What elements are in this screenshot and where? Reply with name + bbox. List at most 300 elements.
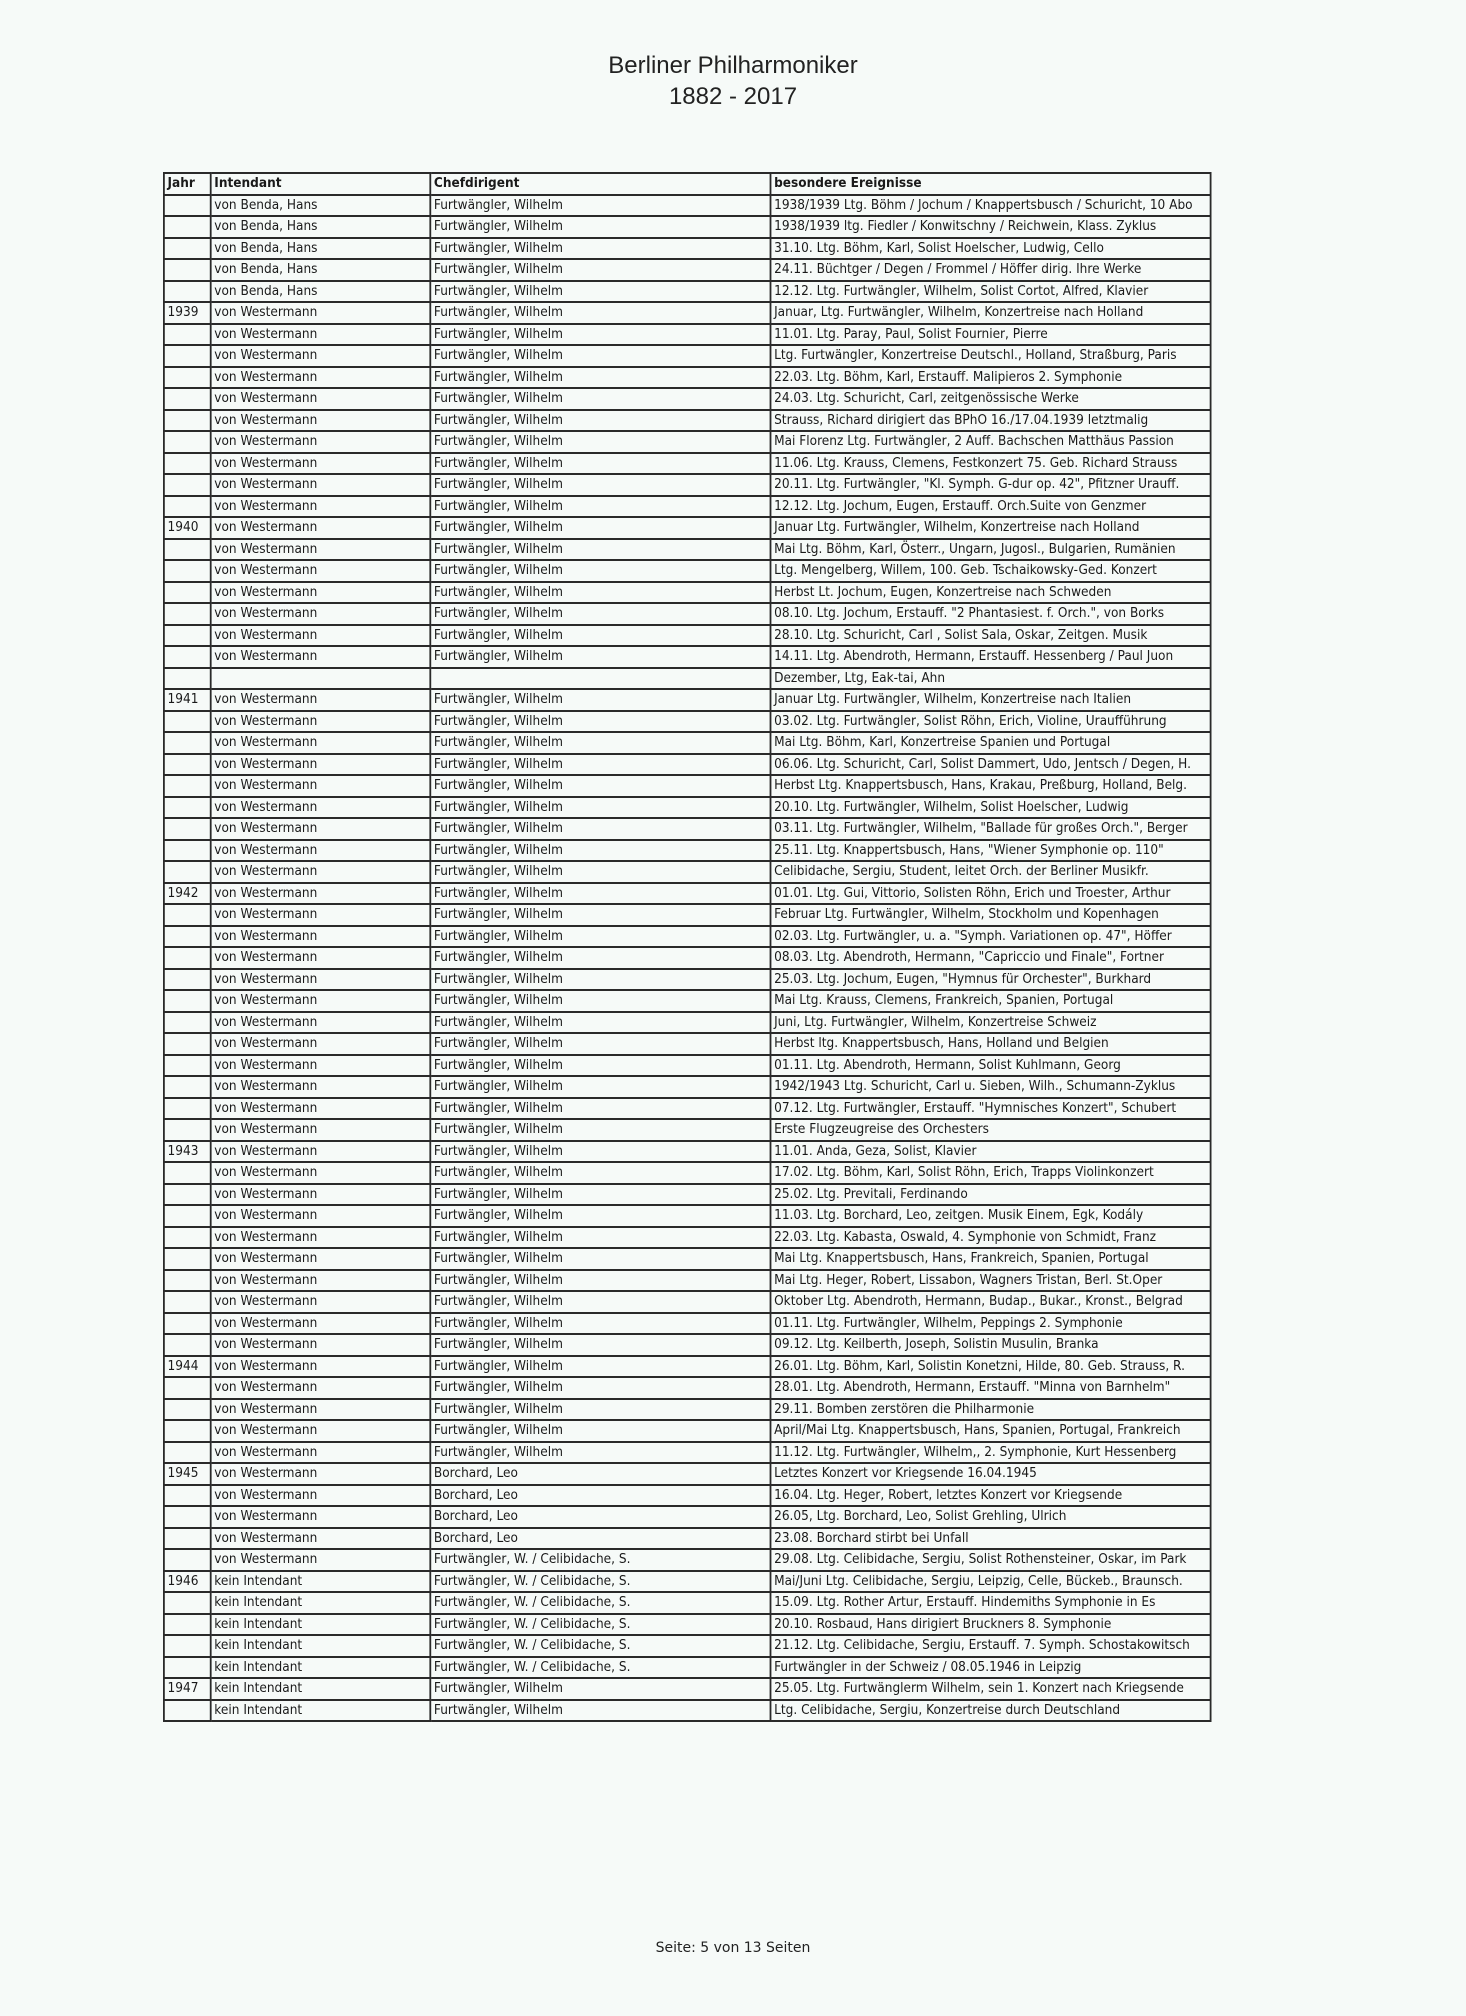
cell-intendant: von Westermann bbox=[211, 1334, 431, 1356]
cell-chefdirigent: Furtwängler, Wilhelm bbox=[430, 969, 770, 991]
cell-chefdirigent: Furtwängler, W. / Celibidache, S. bbox=[430, 1571, 770, 1593]
cell-intendant: von Westermann bbox=[211, 1141, 431, 1163]
cell-ereignis: Ltg. Mengelberg, Willem, 100. Geb. Tschaikowsky-Ged. Konzert bbox=[771, 560, 1211, 582]
cell-intendant: von Westermann bbox=[211, 431, 431, 453]
cell-intendant: von Westermann bbox=[211, 345, 431, 367]
cell-ereignis: 25.05. Ltg. Furtwänglerm Wilhelm, sein 1. Konzert nach Kriegsende bbox=[771, 1678, 1211, 1700]
cell-jahr bbox=[164, 1291, 211, 1313]
table-row bbox=[164, 646, 1211, 668]
cell-intendant: von Westermann bbox=[211, 840, 431, 862]
table-row bbox=[164, 1700, 1211, 1722]
table-row bbox=[164, 517, 1211, 539]
cell-jahr bbox=[164, 775, 211, 797]
cell-ereignis: 03.02. Ltg. Furtwängler, Solist Röhn, Erich, Violine, Uraufführung bbox=[771, 711, 1211, 733]
cell-chefdirigent: Furtwängler, Wilhelm bbox=[430, 840, 770, 862]
cell-jahr bbox=[164, 388, 211, 410]
cell-jahr bbox=[164, 1313, 211, 1335]
cell-jahr bbox=[164, 1506, 211, 1528]
cell-jahr bbox=[164, 259, 211, 281]
cell-chefdirigent: Furtwängler, Wilhelm bbox=[430, 603, 770, 625]
table-row bbox=[164, 1506, 1211, 1528]
table-row bbox=[164, 1678, 1211, 1700]
cell-chefdirigent: Furtwängler, Wilhelm bbox=[430, 1076, 770, 1098]
cell-jahr bbox=[164, 926, 211, 948]
table-row bbox=[164, 302, 1211, 324]
cell-chefdirigent bbox=[430, 668, 770, 690]
cell-intendant: von Westermann bbox=[211, 1506, 431, 1528]
cell-intendant: von Westermann bbox=[211, 1313, 431, 1335]
cell-jahr bbox=[164, 410, 211, 432]
cell-ereignis: 24.11. Büchtger / Degen / Frommel / Höffer dirig. Ihre Werke bbox=[771, 259, 1211, 281]
cell-ereignis: Letztes Konzert vor Kriegsende 16.04.1945 bbox=[771, 1463, 1211, 1485]
table-row bbox=[164, 1442, 1211, 1464]
cell-intendant: von Westermann bbox=[211, 818, 431, 840]
cell-ereignis: 23.08. Borchard stirbt bei Unfall bbox=[771, 1528, 1211, 1550]
cell-ereignis: Dezember, Ltg, Eak-tai, Ahn bbox=[771, 668, 1211, 690]
cell-chefdirigent: Furtwängler, Wilhelm bbox=[430, 1270, 770, 1292]
table-row bbox=[164, 1313, 1211, 1335]
cell-ereignis: Mai/Juni Ltg. Celibidache, Sergiu, Leipzig, Celle, Bückeb., Braunsch. bbox=[771, 1571, 1211, 1593]
cell-intendant: von Westermann bbox=[211, 603, 431, 625]
cell-jahr bbox=[164, 582, 211, 604]
cell-chefdirigent: Furtwängler, Wilhelm bbox=[430, 646, 770, 668]
cell-jahr bbox=[164, 1442, 211, 1464]
cell-intendant: von Benda, Hans bbox=[211, 216, 431, 238]
table-row bbox=[164, 1592, 1211, 1614]
cell-intendant: von Benda, Hans bbox=[211, 281, 431, 303]
table-row bbox=[164, 797, 1211, 819]
cell-ereignis: 11.01. Ltg. Paray, Paul, Solist Fournier, Pierre bbox=[771, 324, 1211, 346]
table-row bbox=[164, 1528, 1211, 1550]
header-ereignisse: besondere Ereignisse bbox=[771, 173, 1211, 195]
cell-chefdirigent: Furtwängler, Wilhelm bbox=[430, 517, 770, 539]
table-row bbox=[164, 1635, 1211, 1657]
cell-chefdirigent: Furtwängler, Wilhelm bbox=[430, 1055, 770, 1077]
cell-intendant: kein Intendant bbox=[211, 1635, 431, 1657]
table-row bbox=[164, 1356, 1211, 1378]
cell-intendant: von Westermann bbox=[211, 1162, 431, 1184]
cell-intendant: von Westermann bbox=[211, 1098, 431, 1120]
table-row bbox=[164, 861, 1211, 883]
cell-intendant: von Westermann bbox=[211, 1227, 431, 1249]
cell-intendant: von Westermann bbox=[211, 1291, 431, 1313]
cell-chefdirigent: Furtwängler, Wilhelm bbox=[430, 926, 770, 948]
cell-ereignis: 03.11. Ltg. Furtwängler, Wilhelm, "Ballade für großes Orch.", Berger bbox=[771, 818, 1211, 840]
cell-chefdirigent: Furtwängler, W. / Celibidache, S. bbox=[430, 1657, 770, 1679]
cell-intendant: von Westermann bbox=[211, 904, 431, 926]
table-row bbox=[164, 410, 1211, 432]
cell-ereignis: 26.05, Ltg. Borchard, Leo, Solist Grehling, Ulrich bbox=[771, 1506, 1211, 1528]
table-row bbox=[164, 840, 1211, 862]
cell-chefdirigent: Furtwängler, Wilhelm bbox=[430, 1377, 770, 1399]
cell-jahr bbox=[164, 367, 211, 389]
cell-ereignis: 16.04. Ltg. Heger, Robert, letztes Konzert vor Kriegsende bbox=[771, 1485, 1211, 1507]
table-row bbox=[164, 238, 1211, 260]
cell-chefdirigent: Furtwängler, Wilhelm bbox=[430, 1313, 770, 1335]
cell-chefdirigent: Furtwängler, Wilhelm bbox=[430, 1442, 770, 1464]
cell-intendant: von Westermann bbox=[211, 1270, 431, 1292]
cell-chefdirigent: Furtwängler, Wilhelm bbox=[430, 754, 770, 776]
table-row bbox=[164, 1076, 1211, 1098]
table-row bbox=[164, 1055, 1211, 1077]
table-row bbox=[164, 603, 1211, 625]
header-intendant: Intendant bbox=[211, 173, 431, 195]
cell-intendant: kein Intendant bbox=[211, 1657, 431, 1679]
cell-jahr bbox=[164, 969, 211, 991]
cell-jahr bbox=[164, 560, 211, 582]
cell-chefdirigent: Furtwängler, Wilhelm bbox=[430, 195, 770, 217]
cell-jahr bbox=[164, 646, 211, 668]
cell-ereignis: 28.01. Ltg. Abendroth, Hermann, Erstauff. "Minna von Barnhelm" bbox=[771, 1377, 1211, 1399]
cell-jahr bbox=[164, 1334, 211, 1356]
cell-chefdirigent: Furtwängler, Wilhelm bbox=[430, 216, 770, 238]
table-row bbox=[164, 1291, 1211, 1313]
table-row bbox=[164, 1098, 1211, 1120]
cell-chefdirigent: Furtwängler, Wilhelm bbox=[430, 1248, 770, 1270]
cell-jahr bbox=[164, 496, 211, 518]
header-jahr: Jahr bbox=[164, 173, 211, 195]
cell-intendant: von Westermann bbox=[211, 711, 431, 733]
cell-jahr bbox=[164, 324, 211, 346]
cell-chefdirigent: Furtwängler, Wilhelm bbox=[430, 1227, 770, 1249]
cell-intendant: von Westermann bbox=[211, 539, 431, 561]
cell-ereignis: Mai Ltg. Knappertsbusch, Hans, Frankreich, Spanien, Portugal bbox=[771, 1248, 1211, 1270]
table-row bbox=[164, 904, 1211, 926]
table-row bbox=[164, 388, 1211, 410]
table-row bbox=[164, 324, 1211, 346]
cell-intendant: von Westermann bbox=[211, 410, 431, 432]
cell-ereignis: Juni, Ltg. Furtwängler, Wilhelm, Konzertreise Schweiz bbox=[771, 1012, 1211, 1034]
cell-jahr bbox=[164, 904, 211, 926]
page-footer: Seite: 5 von 13 Seiten bbox=[655, 1940, 811, 1956]
cell-ereignis: 22.03. Ltg. Böhm, Karl, Erstauff. Malipieros 2. Symphonie bbox=[771, 367, 1211, 389]
cell-intendant: von Westermann bbox=[211, 1248, 431, 1270]
cell-jahr bbox=[164, 754, 211, 776]
cell-ereignis: 25.03. Ltg. Jochum, Eugen, "Hymnus für Orchester", Burkhard bbox=[771, 969, 1211, 991]
cell-chefdirigent: Furtwängler, Wilhelm bbox=[430, 1184, 770, 1206]
table-row bbox=[164, 947, 1211, 969]
cell-chefdirigent: Furtwängler, Wilhelm bbox=[430, 560, 770, 582]
cell-ereignis: 22.03. Ltg. Kabasta, Oswald, 4. Symphonie von Schmidt, Franz bbox=[771, 1227, 1211, 1249]
cell-jahr bbox=[164, 474, 211, 496]
table-row bbox=[164, 1485, 1211, 1507]
table-row bbox=[164, 345, 1211, 367]
table-row bbox=[164, 1162, 1211, 1184]
cell-ereignis: 28.10. Ltg. Schuricht, Carl , Solist Sala, Oskar, Zeitgen. Musik bbox=[771, 625, 1211, 647]
cell-intendant: von Westermann bbox=[211, 1399, 431, 1421]
cell-jahr bbox=[164, 711, 211, 733]
cell-ereignis: 29.08. Ltg. Celibidache, Sergiu, Solist Rothensteiner, Oskar, im Park bbox=[771, 1549, 1211, 1571]
cell-intendant: von Westermann bbox=[211, 1055, 431, 1077]
cell-jahr bbox=[164, 1700, 211, 1722]
cell-intendant: von Westermann bbox=[211, 689, 431, 711]
cell-intendant: von Benda, Hans bbox=[211, 195, 431, 217]
cell-ereignis: Mai Florenz Ltg. Furtwängler, 2 Auff. Bachschen Matthäus Passion bbox=[771, 431, 1211, 453]
cell-jahr bbox=[164, 818, 211, 840]
table-row bbox=[164, 281, 1211, 303]
cell-chefdirigent: Furtwängler, Wilhelm bbox=[430, 345, 770, 367]
document-subtitle: 1882 - 2017 bbox=[668, 83, 798, 110]
cell-intendant: von Benda, Hans bbox=[211, 238, 431, 260]
cell-intendant: von Westermann bbox=[211, 1528, 431, 1550]
table-row bbox=[164, 1033, 1211, 1055]
cell-jahr bbox=[164, 1657, 211, 1679]
cell-ereignis: 02.03. Ltg. Furtwängler, u. a. "Symph. Variationen op. 47", Höffer bbox=[771, 926, 1211, 948]
cell-ereignis: 31.10. Ltg. Böhm, Karl, Solist Hoelscher, Ludwig, Cello bbox=[771, 238, 1211, 260]
cell-intendant: kein Intendant bbox=[211, 1571, 431, 1593]
cell-chefdirigent: Furtwängler, Wilhelm bbox=[430, 1141, 770, 1163]
cell-jahr bbox=[164, 1399, 211, 1421]
cell-jahr bbox=[164, 1592, 211, 1614]
cell-jahr: 1942 bbox=[164, 883, 211, 905]
table-row bbox=[164, 969, 1211, 991]
table-row bbox=[164, 926, 1211, 948]
table-row bbox=[164, 990, 1211, 1012]
cell-chefdirigent: Borchard, Leo bbox=[430, 1528, 770, 1550]
cell-jahr bbox=[164, 238, 211, 260]
cell-jahr bbox=[164, 345, 211, 367]
cell-intendant: von Westermann bbox=[211, 496, 431, 518]
cell-chefdirigent: Furtwängler, Wilhelm bbox=[430, 947, 770, 969]
cell-chefdirigent: Furtwängler, Wilhelm bbox=[430, 625, 770, 647]
table-row bbox=[164, 1141, 1211, 1163]
table-row bbox=[164, 431, 1211, 453]
cell-chefdirigent: Furtwängler, Wilhelm bbox=[430, 1033, 770, 1055]
cell-jahr bbox=[164, 1098, 211, 1120]
cell-jahr bbox=[164, 1076, 211, 1098]
cell-jahr bbox=[164, 1033, 211, 1055]
cell-jahr bbox=[164, 216, 211, 238]
cell-intendant: von Westermann bbox=[211, 861, 431, 883]
cell-intendant: von Westermann bbox=[211, 1119, 431, 1141]
cell-jahr bbox=[164, 1614, 211, 1636]
table-row bbox=[164, 883, 1211, 905]
cell-ereignis: Januar, Ltg. Furtwängler, Wilhelm, Konzertreise nach Holland bbox=[771, 302, 1211, 324]
table-row bbox=[164, 689, 1211, 711]
cell-jahr bbox=[164, 990, 211, 1012]
cell-intendant: von Westermann bbox=[211, 1184, 431, 1206]
cell-jahr bbox=[164, 1227, 211, 1249]
cell-jahr bbox=[164, 539, 211, 561]
table-row bbox=[164, 625, 1211, 647]
cell-chefdirigent: Furtwängler, Wilhelm bbox=[430, 281, 770, 303]
table-row bbox=[164, 1657, 1211, 1679]
table-body bbox=[164, 195, 1211, 1722]
cell-intendant: von Westermann bbox=[211, 1033, 431, 1055]
events-table bbox=[163, 172, 1212, 1722]
cell-chefdirigent: Furtwängler, Wilhelm bbox=[430, 818, 770, 840]
cell-ereignis: 20.10. Rosbaud, Hans dirigiert Bruckners 8. Symphonie bbox=[771, 1614, 1211, 1636]
cell-intendant: von Westermann bbox=[211, 947, 431, 969]
cell-chefdirigent: Furtwängler, Wilhelm bbox=[430, 388, 770, 410]
cell-chefdirigent: Furtwängler, Wilhelm bbox=[430, 238, 770, 260]
cell-intendant: kein Intendant bbox=[211, 1700, 431, 1722]
cell-intendant: von Westermann bbox=[211, 453, 431, 475]
cell-ereignis: Herbst ltg. Knappertsbusch, Hans, Holland und Belgien bbox=[771, 1033, 1211, 1055]
table-row bbox=[164, 259, 1211, 281]
cell-ereignis: Februar Ltg. Furtwängler, Wilhelm, Stockholm und Kopenhagen bbox=[771, 904, 1211, 926]
cell-chefdirigent: Furtwängler, Wilhelm bbox=[430, 689, 770, 711]
cell-intendant: von Westermann bbox=[211, 388, 431, 410]
cell-ereignis: 11.06. Ltg. Krauss, Clemens, Festkonzert 75. Geb. Richard Strauss bbox=[771, 453, 1211, 475]
table-row bbox=[164, 711, 1211, 733]
cell-jahr bbox=[164, 625, 211, 647]
cell-intendant: von Westermann bbox=[211, 367, 431, 389]
header-chefdirigent: Chefdirigent bbox=[430, 173, 770, 195]
table-row bbox=[164, 1270, 1211, 1292]
cell-jahr bbox=[164, 1205, 211, 1227]
cell-chefdirigent: Furtwängler, Wilhelm bbox=[430, 1205, 770, 1227]
cell-intendant: von Westermann bbox=[211, 1463, 431, 1485]
table-row bbox=[164, 195, 1211, 217]
cell-chefdirigent: Furtwängler, Wilhelm bbox=[430, 1119, 770, 1141]
cell-intendant: von Westermann bbox=[211, 302, 431, 324]
cell-chefdirigent: Furtwängler, W. / Celibidache, S. bbox=[430, 1614, 770, 1636]
cell-jahr bbox=[164, 1248, 211, 1270]
cell-ereignis: 14.11. Ltg. Abendroth, Hermann, Erstauff. Hessenberg / Paul Juon bbox=[771, 646, 1211, 668]
document-title-block bbox=[0, 50, 1466, 112]
cell-ereignis: 07.12. Ltg. Furtwängler, Erstauff. "Hymnisches Konzert", Schubert bbox=[771, 1098, 1211, 1120]
cell-jahr bbox=[164, 195, 211, 217]
cell-jahr bbox=[164, 1549, 211, 1571]
cell-chefdirigent: Furtwängler, Wilhelm bbox=[430, 1420, 770, 1442]
cell-ereignis: 29.11. Bomben zerstören die Philharmonie bbox=[771, 1399, 1211, 1421]
table-row bbox=[164, 754, 1211, 776]
cell-ereignis: Herbst Lt. Jochum, Eugen, Konzertreise nach Schweden bbox=[771, 582, 1211, 604]
cell-ereignis: 26.01. Ltg. Böhm, Karl, Solistin Konetzni, Hilde, 80. Geb. Strauss, R. bbox=[771, 1356, 1211, 1378]
cell-ereignis: Mai Ltg. Krauss, Clemens, Frankreich, Spanien, Portugal bbox=[771, 990, 1211, 1012]
cell-ereignis: Januar Ltg. Furtwängler, Wilhelm, Konzertreise nach Holland bbox=[771, 517, 1211, 539]
cell-intendant: von Westermann bbox=[211, 775, 431, 797]
cell-chefdirigent: Furtwängler, Wilhelm bbox=[430, 1399, 770, 1421]
table-row bbox=[164, 560, 1211, 582]
cell-intendant: von Westermann bbox=[211, 625, 431, 647]
table-row bbox=[164, 1420, 1211, 1442]
cell-intendant: von Westermann bbox=[211, 990, 431, 1012]
cell-jahr: 1943 bbox=[164, 1141, 211, 1163]
cell-ereignis: 01.11. Ltg. Abendroth, Hermann, Solist Kuhlmann, Georg bbox=[771, 1055, 1211, 1077]
cell-ereignis: April/Mai Ltg. Knappertsbusch, Hans, Spanien, Portugal, Frankreich bbox=[771, 1420, 1211, 1442]
cell-jahr: 1947 bbox=[164, 1678, 211, 1700]
cell-ereignis: Mai Ltg. Böhm, Karl, Österr., Ungarn, Jugosl., Bulgarien, Rumänien bbox=[771, 539, 1211, 561]
cell-ereignis: Strauss, Richard dirigiert das BPhO 16./17.04.1939 letztmalig bbox=[771, 410, 1211, 432]
cell-ereignis: 06.06. Ltg. Schuricht, Carl, Solist Dammert, Udo, Jentsch / Degen, H. bbox=[771, 754, 1211, 776]
cell-chefdirigent: Furtwängler, W. / Celibidache, S. bbox=[430, 1635, 770, 1657]
table-row bbox=[164, 1248, 1211, 1270]
cell-ereignis: 1938/1939 Ltg. Böhm / Jochum / Knappertsbusch / Schuricht, 10 Abo bbox=[771, 195, 1211, 217]
cell-ereignis: 1938/1939 ltg. Fiedler / Konwitschny / Reichwein, Klass. Zyklus bbox=[771, 216, 1211, 238]
cell-ereignis: Furtwängler in der Schweiz / 08.05.1946 in Leipzig bbox=[771, 1657, 1211, 1679]
table-row bbox=[164, 775, 1211, 797]
cell-chefdirigent: Furtwängler, Wilhelm bbox=[430, 410, 770, 432]
cell-ereignis: 11.01. Anda, Geza, Solist, Klavier bbox=[771, 1141, 1211, 1163]
cell-jahr bbox=[164, 431, 211, 453]
table-row bbox=[164, 1205, 1211, 1227]
cell-chefdirigent: Furtwängler, Wilhelm bbox=[430, 496, 770, 518]
cell-ereignis: Ltg. Furtwängler, Konzertreise Deutschl., Holland, Straßburg, Paris bbox=[771, 345, 1211, 367]
cell-jahr bbox=[164, 1270, 211, 1292]
cell-intendant: von Westermann bbox=[211, 474, 431, 496]
table-row bbox=[164, 1377, 1211, 1399]
cell-jahr bbox=[164, 1420, 211, 1442]
cell-chefdirigent: Borchard, Leo bbox=[430, 1463, 770, 1485]
cell-chefdirigent: Furtwängler, Wilhelm bbox=[430, 539, 770, 561]
cell-intendant: von Westermann bbox=[211, 517, 431, 539]
cell-chefdirigent: Furtwängler, W. / Celibidache, S. bbox=[430, 1549, 770, 1571]
cell-jahr bbox=[164, 1012, 211, 1034]
table-row bbox=[164, 732, 1211, 754]
cell-chefdirigent: Furtwängler, Wilhelm bbox=[430, 1334, 770, 1356]
cell-ereignis: 12.12. Ltg. Furtwängler, Wilhelm, Solist Cortot, Alfred, Klavier bbox=[771, 281, 1211, 303]
cell-jahr bbox=[164, 668, 211, 690]
cell-intendant: von Westermann bbox=[211, 797, 431, 819]
cell-chefdirigent: Furtwängler, Wilhelm bbox=[430, 259, 770, 281]
cell-ereignis: 01.11. Ltg. Furtwängler, Wilhelm, Peppings 2. Symphonie bbox=[771, 1313, 1211, 1335]
cell-intendant: von Westermann bbox=[211, 969, 431, 991]
cell-chefdirigent: Furtwängler, Wilhelm bbox=[430, 582, 770, 604]
cell-ereignis: Mai Ltg. Heger, Robert, Lissabon, Wagners Tristan, Berl. St.Oper bbox=[771, 1270, 1211, 1292]
cell-jahr: 1941 bbox=[164, 689, 211, 711]
cell-jahr: 1944 bbox=[164, 1356, 211, 1378]
table-header-row bbox=[164, 173, 1211, 195]
cell-jahr bbox=[164, 603, 211, 625]
cell-ereignis: Oktober Ltg. Abendroth, Hermann, Budap., Bukar., Kronst., Belgrad bbox=[771, 1291, 1211, 1313]
cell-intendant: von Westermann bbox=[211, 560, 431, 582]
cell-ereignis: 24.03. Ltg. Schuricht, Carl, zeitgenössische Werke bbox=[771, 388, 1211, 410]
cell-intendant: von Westermann bbox=[211, 1442, 431, 1464]
table-row bbox=[164, 1614, 1211, 1636]
cell-ereignis: Ltg. Celibidache, Sergiu, Konzertreise durch Deutschland bbox=[771, 1700, 1211, 1722]
cell-ereignis: 15.09. Ltg. Rother Artur, Erstauff. Hindemiths Symphonie in Es bbox=[771, 1592, 1211, 1614]
cell-intendant: kein Intendant bbox=[211, 1614, 431, 1636]
cell-chefdirigent: Furtwängler, Wilhelm bbox=[430, 861, 770, 883]
cell-chefdirigent: Furtwängler, W. / Celibidache, S. bbox=[430, 1592, 770, 1614]
cell-jahr bbox=[164, 732, 211, 754]
cell-jahr bbox=[164, 1485, 211, 1507]
cell-intendant: kein Intendant bbox=[211, 1678, 431, 1700]
cell-jahr bbox=[164, 1184, 211, 1206]
cell-chefdirigent: Furtwängler, Wilhelm bbox=[430, 990, 770, 1012]
cell-chefdirigent: Furtwängler, Wilhelm bbox=[430, 1700, 770, 1722]
cell-ereignis: 20.10. Ltg. Furtwängler, Wilhelm, Solist Hoelscher, Ludwig bbox=[771, 797, 1211, 819]
cell-jahr bbox=[164, 453, 211, 475]
cell-ereignis: Januar Ltg. Furtwängler, Wilhelm, Konzertreise nach Italien bbox=[771, 689, 1211, 711]
cell-chefdirigent: Furtwängler, Wilhelm bbox=[430, 797, 770, 819]
cell-chefdirigent: Furtwängler, Wilhelm bbox=[430, 1098, 770, 1120]
cell-ereignis: 21.12. Ltg. Celibidache, Sergiu, Erstauff. 7. Symph. Schostakowitsch bbox=[771, 1635, 1211, 1657]
cell-chefdirigent: Furtwängler, Wilhelm bbox=[430, 1356, 770, 1378]
cell-ereignis: 11.12. Ltg. Furtwängler, Wilhelm,, 2. Symphonie, Kurt Hessenberg bbox=[771, 1442, 1211, 1464]
table-row bbox=[164, 1549, 1211, 1571]
cell-intendant: von Westermann bbox=[211, 1549, 431, 1571]
cell-jahr bbox=[164, 840, 211, 862]
table-row bbox=[164, 1399, 1211, 1421]
cell-chefdirigent: Furtwängler, Wilhelm bbox=[430, 732, 770, 754]
cell-jahr: 1945 bbox=[164, 1463, 211, 1485]
table-row bbox=[164, 474, 1211, 496]
cell-intendant: von Westermann bbox=[211, 1012, 431, 1034]
cell-intendant: von Westermann bbox=[211, 926, 431, 948]
cell-intendant: von Westermann bbox=[211, 324, 431, 346]
table-row bbox=[164, 818, 1211, 840]
cell-chefdirigent: Furtwängler, Wilhelm bbox=[430, 474, 770, 496]
cell-jahr bbox=[164, 861, 211, 883]
cell-intendant bbox=[211, 668, 431, 690]
cell-chefdirigent: Borchard, Leo bbox=[430, 1485, 770, 1507]
table-row bbox=[164, 668, 1211, 690]
cell-ereignis: 1942/1943 Ltg. Schuricht, Carl u. Sieben, Wilh., Schumann-Zyklus bbox=[771, 1076, 1211, 1098]
cell-ereignis: Herbst Ltg. Knappertsbusch, Hans, Krakau, Preßburg, Holland, Belg. bbox=[771, 775, 1211, 797]
